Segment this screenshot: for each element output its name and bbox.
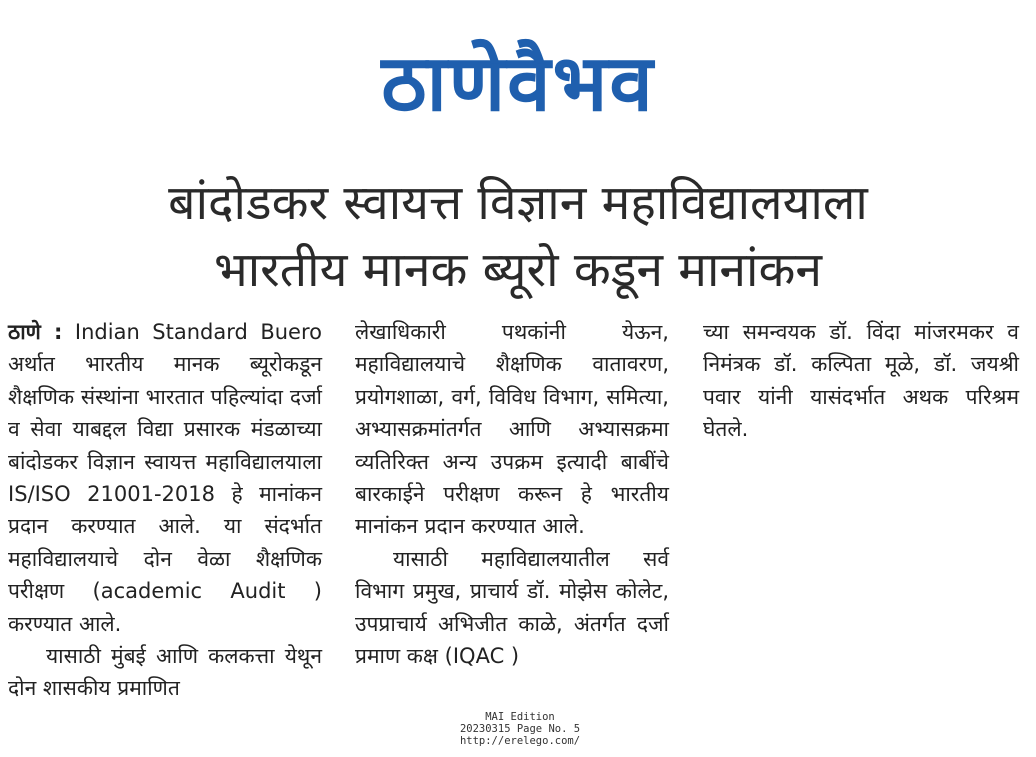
article-paragraph: यासाठी मुंबई आणि कलकत्ता येथून दोन शासकीय प्रमाणित	[8, 644, 322, 701]
article-paragraph	[8, 316, 322, 640]
article-text: Indian Standard Buero अर्थात भारतीय मानक ब्यूरोकडून शैक्षणिक संस्थांना भारतात पहिल्यांदा दर्जा व सेवा याबद्दल विद्या प्रसारक मंडळाच्या बांदोडकर विज्ञान स्वायत्त महाविद्यालयाला IS/ISO 21001-2018 हे मानांकन प्रदान करण्यात आले. या संदर्भात महाविद्यालयाचे दोन वेळा शैक्षणिक परीक्षण (academic Audit ) करण्यात आले.	[8, 320, 322, 636]
edition-footer	[420, 711, 620, 747]
article-paragraph: लेखाधिकारी पथकांनी येऊन, महाविद्यालयाचे शैक्षणिक वातावरण, प्रयोगशाळा, वर्ग, विविध विभाग, समित्या, अभ्यासक्रमांतर्गत आणि अभ्यासक्रमा व्यतिरिक्त अन्य उपक्रम इत्यादी बाबींचे बारकाईने परीक्षण करून हे भारतीय मानांकन प्रदान करण्यात आले.	[355, 320, 669, 539]
edition-page: 20230315 Page No. 5	[459, 723, 581, 735]
article-column-1	[8, 316, 322, 705]
dateline: ठाणे :	[8, 320, 63, 344]
headline-line-1: बांदोडकर स्वायत्त विज्ञान महाविद्यालयाला	[168, 175, 868, 231]
headline-line-2: भारतीय मानक ब्यूरो कडून मानांकन	[214, 242, 822, 298]
edition-name: MAI Edition	[485, 711, 555, 723]
article-column-3	[703, 316, 1019, 446]
article-column-2	[355, 316, 669, 672]
masthead-logo: ठाणेवैभव	[381, 39, 655, 129]
article-paragraph: च्या समन्वयक डॉ. विंदा मांजरमकर व निमंत्रक डॉ. कल्पिता मूळे, डॉ. जयश्री पवार यांनी यासंदर्भात अथक परिश्रम घेतले.	[703, 320, 1019, 442]
article-paragraph: यासाठी महाविद्यालयातील सर्व विभाग प्रमुख, प्राचार्य डॉ. मोझेस कोलेट, उपप्राचार्य अभिजीत काळे, अंतर्गत दर्जा प्रमाण कक्ष (IQAC )	[355, 546, 669, 669]
edition-url: http://erelego.com/	[459, 735, 581, 747]
